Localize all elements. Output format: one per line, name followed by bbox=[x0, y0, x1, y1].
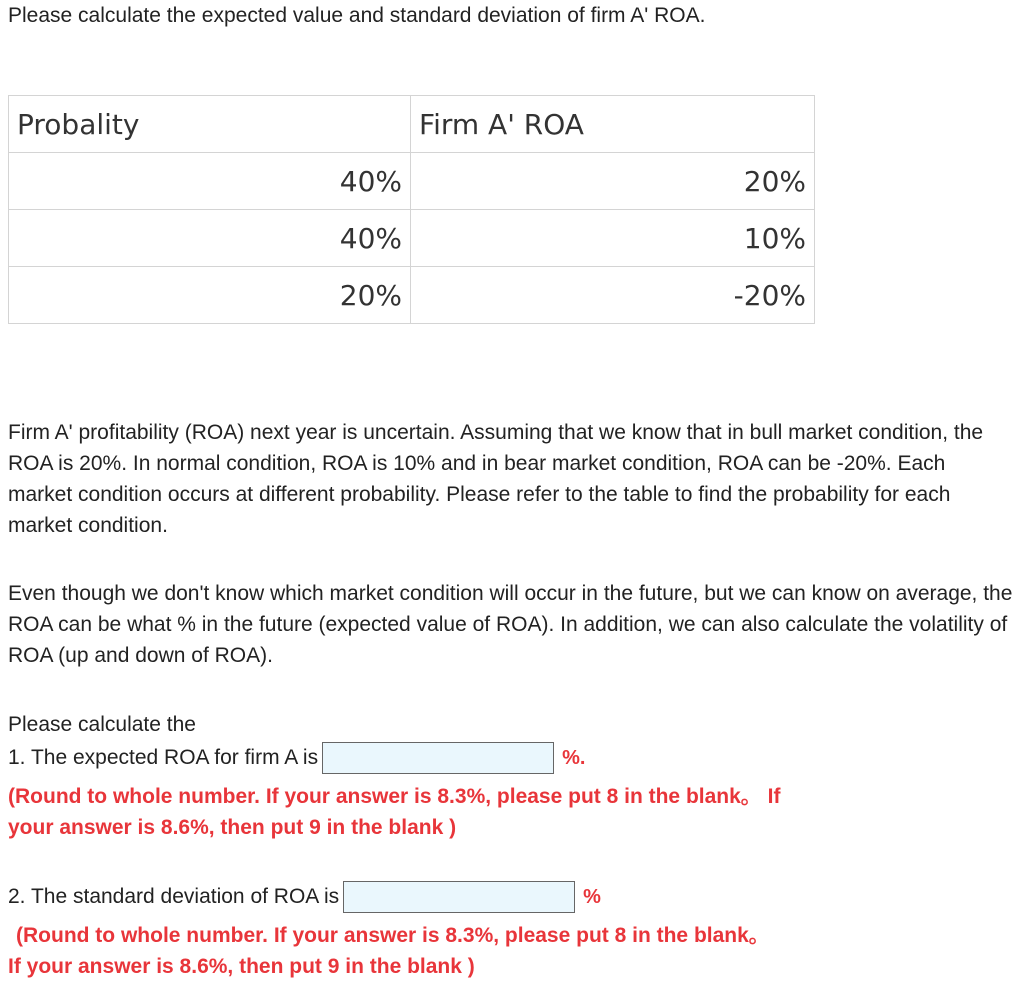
q1-line bbox=[8, 742, 585, 774]
expected-roa-input[interactable] bbox=[322, 742, 554, 774]
table-row bbox=[9, 267, 815, 324]
header-firm-roa: Firm A' ROA bbox=[411, 96, 815, 153]
cell-probability: 40% bbox=[9, 210, 411, 267]
table-header-row bbox=[9, 96, 815, 153]
q2-rounding-note bbox=[8, 920, 770, 982]
scenario-paragraph: Firm A' profitability (ROA) next year is uncertain. Assuming that we know that in bull market condition, the ROA is 20%. In normal condition, ROA is 10% and in bear market condition, ROA can be -20%. Each market condition occurs at different probability. Please refer to the table to find the probability for each market condition. bbox=[8, 421, 984, 537]
q2-note-line: (Round to whole number. If your answer is 8.3%, please put 8 in the blank。 bbox=[16, 924, 770, 947]
cell-roa: -20% bbox=[411, 267, 815, 324]
q1-note-line: your answer is 8.6%, then put 9 in the blank ) bbox=[8, 816, 457, 839]
table-row bbox=[9, 210, 815, 267]
q1-label: 1. The expected ROA for firm A is bbox=[8, 746, 319, 769]
q2-line bbox=[8, 881, 601, 913]
cell-probability: 20% bbox=[9, 267, 411, 324]
q1-note-line: (Round to whole number. If your answer is 8.3%, please put 8 in the blank。 If bbox=[8, 785, 781, 808]
instruction-text: Please calculate the bbox=[8, 713, 196, 736]
cell-roa: 10% bbox=[411, 210, 815, 267]
question-title: Please calculate the expected value and standard deviation of firm A' ROA. bbox=[8, 4, 706, 27]
q1-unit: %. bbox=[562, 746, 586, 769]
header-probability: Probality bbox=[9, 96, 411, 153]
explanation-paragraph: Even though we don't know which market condition will occur in the future, but we can know on average, the ROA can be what % in the future (expected value of ROA). In addition, we can also calculate the volatility of ROA (up and down of ROA). bbox=[8, 582, 1013, 667]
std-dev-input[interactable] bbox=[343, 881, 575, 913]
table-row bbox=[9, 153, 815, 210]
probability-table bbox=[8, 95, 815, 324]
q2-label: 2. The standard deviation of ROA is bbox=[8, 885, 340, 908]
cell-probability: 40% bbox=[9, 153, 411, 210]
q2-note-line: If your answer is 8.6%, then put 9 in the blank ) bbox=[8, 955, 475, 978]
q1-rounding-note bbox=[8, 781, 780, 843]
q2-unit: % bbox=[583, 885, 601, 908]
cell-roa: 20% bbox=[411, 153, 815, 210]
